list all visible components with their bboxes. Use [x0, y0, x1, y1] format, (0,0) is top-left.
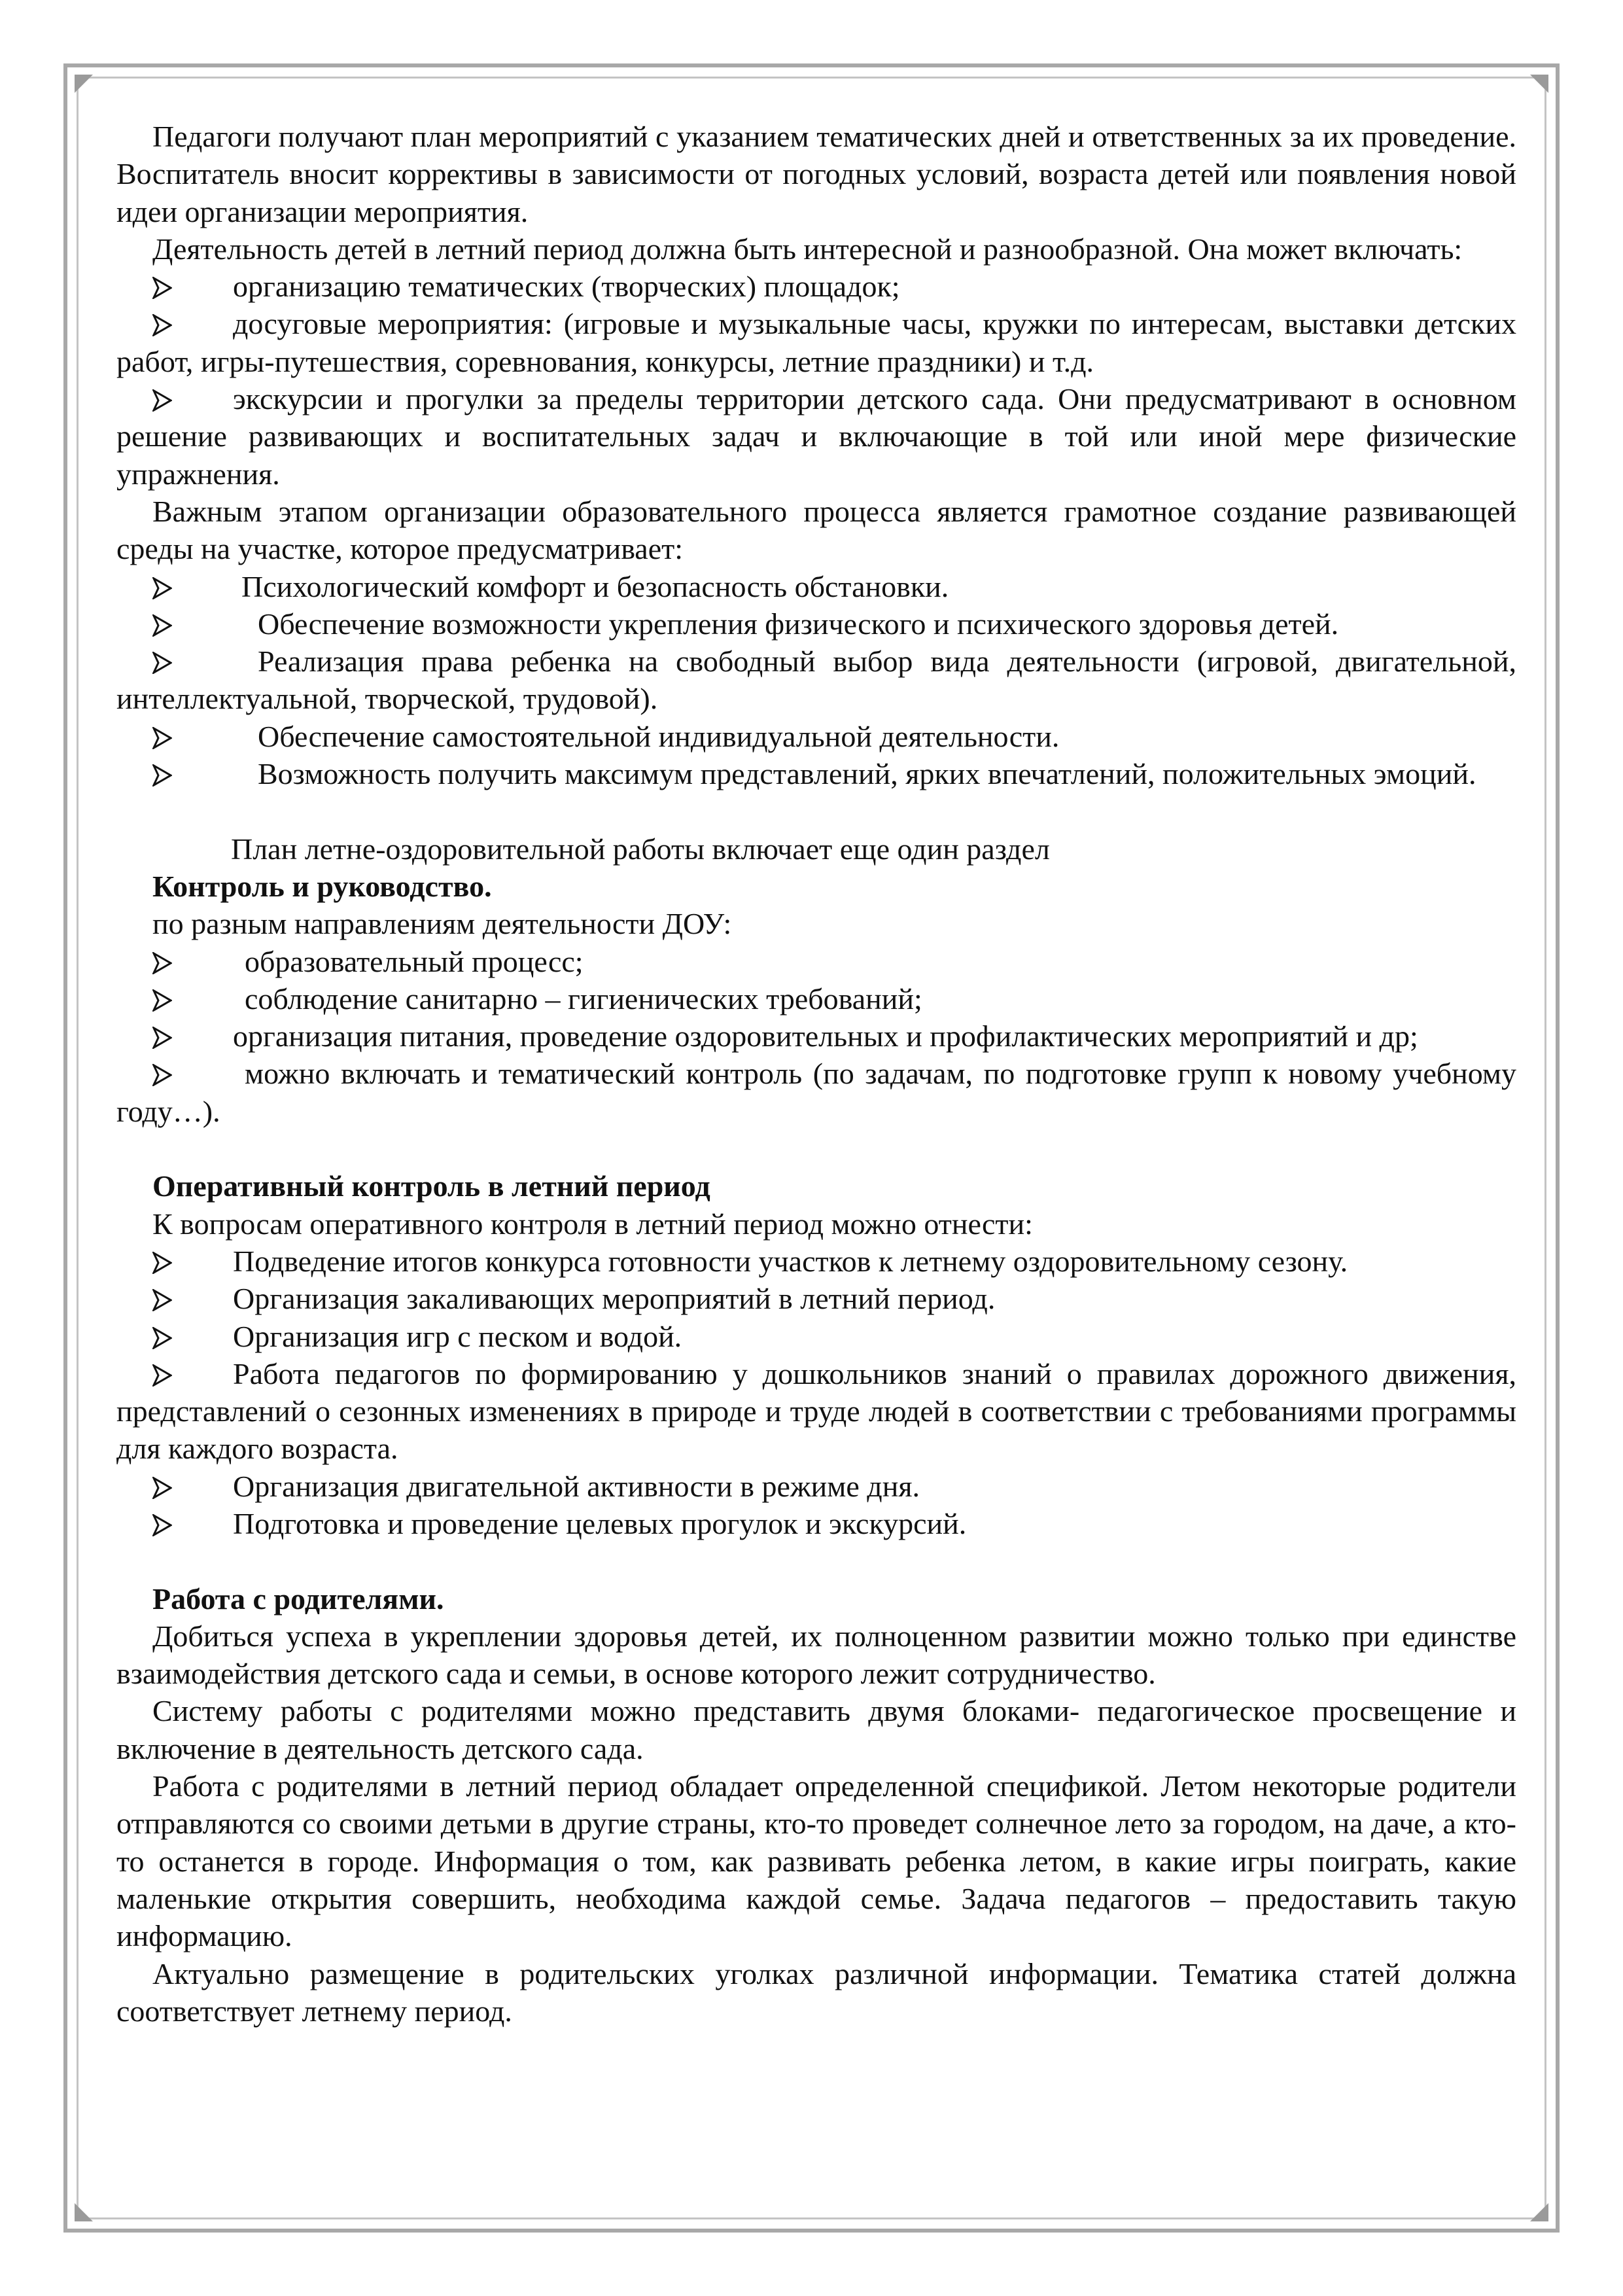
list-item-text: Организация двигательной активности в режиме дня. — [233, 1469, 920, 1503]
list-item-text: Подготовка и проведение целевых прогулок и экскурсий. — [233, 1506, 967, 1540]
arrowhead-bullet-icon — [152, 1505, 163, 1542]
section-heading: Контроль и руководство. — [152, 869, 492, 903]
arrowhead-bullet-icon — [152, 1243, 163, 1280]
arrowhead-bullet-icon — [152, 643, 163, 680]
arrowhead-bullet-icon — [152, 380, 163, 417]
list-item — [116, 980, 1516, 1017]
arrowhead-bullet-icon — [152, 1055, 163, 1092]
list-item-text: образовательный процесс; — [245, 944, 584, 978]
document-body — [116, 118, 1516, 2030]
list-item — [116, 1468, 1516, 1505]
section-heading: Работа с родителями. — [152, 1581, 444, 1616]
arrowhead-bullet-icon — [152, 718, 163, 755]
list-item-text: Работа педагогов по формированию у дошкольников знаний о правилах дорожного движения, представлений о сезонных изменениях в природе и труде людей в соответствии с требованиями программы для каждого возраста. — [116, 1356, 1516, 1466]
arrowhead-bullet-icon — [152, 605, 163, 643]
list-item — [116, 1243, 1516, 1280]
list-item — [116, 1355, 1516, 1468]
arrowhead-bullet-icon — [152, 268, 163, 305]
arrowhead-bullet-icon — [152, 1017, 163, 1055]
frame-corner-icon — [1530, 2203, 1548, 2221]
list-item — [116, 1055, 1516, 1130]
paragraph: Добиться успеха в укреплении здоровья детей, их полноценном развитии можно только при единстве взаимодействия детского сада и семьи, в основе которого лежит сотрудничество. — [116, 1619, 1516, 1691]
list-item — [116, 380, 1516, 493]
paragraph: К вопросам оперативного контроля в летний период можно отнести: — [152, 1207, 1033, 1241]
list-item-text: Подведение итогов конкурса готовности участков к летнему оздоровительному сезону. — [233, 1244, 1348, 1278]
arrowhead-bullet-icon — [152, 305, 163, 342]
list-item — [116, 643, 1516, 718]
list-item — [116, 1318, 1516, 1355]
paragraph: Актуально размещение в родительских уголках различной информации. Тематика статей должна соответствует летнему период. — [116, 1956, 1516, 2028]
paragraph: Деятельность детей в летний период должна быть интересной и разнообразной. Она может включать: — [152, 232, 1463, 266]
list-item-text: Организация игр с песком и водой. — [233, 1319, 682, 1353]
paragraph: Работа с родителями в летний период обладает определенной спецификой. Летом некоторые родители отправляются со своими детьми в другие страны, кто-то проведет солнечное лето за городом, на даче, а кто-то останется в городе. Информация о том, как развивать ребенка летом, в какие игры поиграть, какие маленькие открытия совершить, необходима каждой семье. Задача педагогов – предоставить такую информацию. — [116, 1769, 1516, 1953]
paragraph: План летне-оздоровительной работы включает еще один раздел — [231, 832, 1050, 866]
paragraph: Важным этапом организации образовательного процесса является грамотное создание развивающей среды на участке, которое предусматривает: — [116, 494, 1516, 566]
arrowhead-bullet-icon — [152, 568, 163, 605]
paragraph: Педагоги получают план мероприятий с указанием тематических дней и ответственных за их проведение. Воспитатель вносит коррективы в зависимости от погодных условий, возраста детей или появления новой идеи организации мероприятия. — [116, 120, 1516, 228]
list-item — [116, 305, 1516, 380]
list-item-text: Обеспечение возможности укрепления физического и психического здоровья детей. — [258, 607, 1339, 641]
paragraph: по разным направлениям деятельности ДОУ: — [152, 907, 732, 941]
arrowhead-bullet-icon — [152, 1280, 163, 1317]
list-item-text: Реализация права ребенка на свободный выбор вида деятельности (игровой, двигательной, интеллектуальной, творческой, трудовой). — [116, 645, 1516, 716]
list-item — [116, 268, 1516, 305]
list-item-text: Обеспечение самостоятельной индивидуальной деятельности. — [258, 719, 1060, 753]
list-item-text: можно включать и тематический контроль (по задачам, по подготовке групп к новому учебному году…). — [116, 1057, 1516, 1128]
arrowhead-bullet-icon — [152, 943, 163, 980]
list-item — [116, 1017, 1516, 1055]
arrowhead-bullet-icon — [152, 1355, 163, 1392]
list-item — [116, 1505, 1516, 1542]
paragraph: Систему работы с родителями можно представить двумя блоками- педагогическое просвещение и включение в деятельность детского сада. — [116, 1694, 1516, 1765]
arrowhead-bullet-icon — [152, 755, 163, 792]
list-item — [116, 1280, 1516, 1317]
list-item — [116, 943, 1516, 980]
list-item-text: соблюдение санитарно – гигиенических требований; — [245, 981, 922, 1016]
list-item — [116, 718, 1516, 755]
list-item-text: организацию тематических (творческих) площадок; — [233, 270, 900, 304]
list-item-text: экскурсии и прогулки за пределы территории детского сада. Они предусматривают в основном решение развивающих и воспитательных задач и включающие в той или иной мере физические упражнения. — [116, 382, 1516, 491]
list-item-text: Организация закаливающих мероприятий в летний период. — [233, 1282, 996, 1316]
frame-corner-icon — [75, 2203, 93, 2221]
section-heading: Оперативный контроль в летний период — [152, 1169, 710, 1203]
list-item — [116, 755, 1516, 792]
list-item — [116, 568, 1516, 605]
list-item-text: организация питания, проведение оздоровительных и профилактических мероприятий и др; — [233, 1019, 1418, 1053]
list-item-text: Возможность получить максимум представлений, ярких впечатлений, положительных эмоций. — [258, 757, 1476, 791]
list-item-text: досуговые мероприятия: (игровые и музыкальные часы, кружки по интересам, выставки детских работ, игры-путешествия, соревнования, конкурсы, летние праздники) и т.д. — [116, 307, 1516, 378]
frame-corner-icon — [75, 75, 93, 93]
list-item-text: Психологический комфорт и безопасность обстановки. — [241, 569, 949, 603]
arrowhead-bullet-icon — [152, 980, 163, 1017]
arrowhead-bullet-icon — [152, 1318, 163, 1355]
frame-corner-icon — [1530, 75, 1548, 93]
list-item — [116, 605, 1516, 643]
arrowhead-bullet-icon — [152, 1468, 163, 1505]
